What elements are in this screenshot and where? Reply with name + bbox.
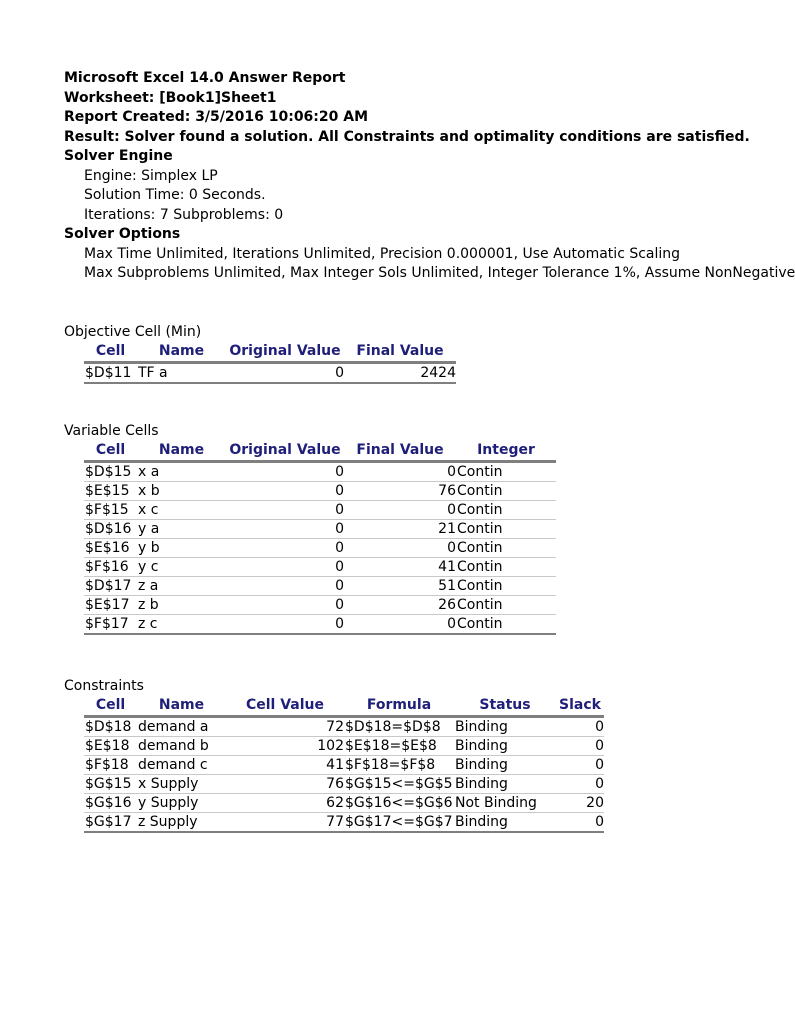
cell-ref: $E$18	[84, 737, 137, 756]
column-header-name: Name	[137, 342, 226, 363]
cell-name: x a	[137, 462, 226, 482]
cell-ref: $E$16	[84, 539, 137, 558]
variable-cells-table	[84, 441, 556, 635]
result-line: Result: Solver found a solution. All Constraints and optimality conditions are satisfied.	[64, 129, 750, 145]
cell-name: demand b	[137, 737, 226, 756]
integer-type: Contin	[456, 615, 556, 635]
table-row	[84, 539, 556, 558]
slack: 0	[556, 756, 604, 775]
cell-value: 41	[226, 756, 344, 775]
column-header-slack: Slack	[556, 696, 604, 717]
cell-name: demand c	[137, 756, 226, 775]
table-header-row	[84, 696, 604, 717]
cell-name: z c	[137, 615, 226, 635]
slack: 20	[556, 794, 604, 813]
table-row	[84, 501, 556, 520]
integer-type: Contin	[456, 462, 556, 482]
table-row	[84, 363, 456, 384]
status: Binding	[454, 737, 556, 756]
original-value: 0	[226, 558, 344, 577]
table-header-row	[84, 342, 456, 363]
column-header-status: Status	[454, 696, 556, 717]
cell-value: 76	[226, 775, 344, 794]
column-header-name: Name	[137, 696, 226, 717]
original-value: 0	[226, 539, 344, 558]
table-row	[84, 756, 604, 775]
slack: 0	[556, 813, 604, 833]
table-row	[84, 813, 604, 833]
cell-ref: $D$15	[84, 462, 137, 482]
table-row	[84, 737, 604, 756]
table-row	[84, 794, 604, 813]
status: Binding	[454, 756, 556, 775]
status: Binding	[454, 717, 556, 737]
cell-name: x b	[137, 482, 226, 501]
final-value: 0	[344, 462, 456, 482]
worksheet-line: Worksheet: [Book1]Sheet1	[64, 90, 277, 106]
original-value: 0	[226, 482, 344, 501]
table-row	[84, 520, 556, 539]
final-value: 0	[344, 501, 456, 520]
final-value: 21	[344, 520, 456, 539]
formula: $G$17<=$G$7	[345, 814, 453, 830]
table-row	[84, 596, 556, 615]
variable-cells-title: Variable Cells	[64, 423, 159, 439]
column-header-cell: Cell	[84, 441, 137, 462]
objective-cell-table	[84, 342, 456, 384]
final-value: 41	[344, 558, 456, 577]
cell-name: y b	[137, 539, 226, 558]
cell-ref: $F$17	[84, 615, 137, 635]
cell-name: y Supply	[137, 794, 226, 813]
slack: 0	[556, 775, 604, 794]
table-row	[84, 482, 556, 501]
solution-time-line: Solution Time: 0 Seconds.	[84, 187, 266, 203]
table-row	[84, 615, 556, 635]
column-header-final-value: Final Value	[344, 441, 456, 462]
objective-cell-title: Objective Cell (Min)	[64, 324, 202, 340]
formula: $D$18=$D$8	[344, 717, 454, 737]
cell-value: 62	[226, 794, 344, 813]
cell-ref: $D$18	[84, 717, 137, 737]
cell-ref: $D$11	[84, 363, 137, 384]
integer-type: Contin	[456, 596, 556, 615]
formula: $E$18=$E$8	[344, 737, 454, 756]
original-value: 0	[226, 462, 344, 482]
column-header-original-value: Original Value	[226, 441, 344, 462]
column-header-final-value: Final Value	[344, 342, 456, 363]
integer-type: Contin	[456, 501, 556, 520]
table-header-row	[84, 441, 556, 462]
column-header-cell: Cell	[84, 696, 137, 717]
original-value: 0	[226, 501, 344, 520]
status: Binding	[454, 813, 556, 833]
constraints-title: Constraints	[64, 678, 144, 694]
report-created-line: Report Created: 3/5/2016 10:06:20 AM	[64, 109, 369, 125]
column-header-cell-value: Cell Value	[226, 696, 344, 717]
iterations-line: Iterations: 7 Subproblems: 0	[84, 207, 284, 223]
final-value: 26	[344, 596, 456, 615]
cell-name: y c	[137, 558, 226, 577]
status: Not Binding	[454, 794, 556, 813]
integer-type: Contin	[456, 482, 556, 501]
integer-type: Contin	[456, 539, 556, 558]
cell-name: z a	[137, 577, 226, 596]
formula: $G$16<=$G$6	[345, 795, 453, 811]
cell-value: 77	[226, 813, 344, 833]
cell-name: y a	[137, 520, 226, 539]
cell-name: z Supply	[137, 813, 226, 833]
column-header-original-value: Original Value	[226, 342, 344, 363]
status: Binding	[454, 775, 556, 794]
table-row	[84, 717, 604, 737]
cell-name: TF a	[137, 363, 226, 384]
cell-ref: $G$17	[84, 813, 137, 833]
solver-options-heading: Solver Options	[64, 226, 181, 242]
final-value: 0	[344, 615, 456, 635]
table-row	[84, 558, 556, 577]
cell-ref: $D$17	[84, 577, 137, 596]
formula: $F$18=$F$8	[344, 756, 454, 775]
cell-ref: $G$16	[84, 794, 137, 813]
column-header-name: Name	[137, 441, 226, 462]
column-header-integer: Integer	[456, 441, 556, 462]
cell-name: z b	[137, 596, 226, 615]
cell-name: x Supply	[137, 775, 226, 794]
cell-ref: $E$17	[84, 596, 137, 615]
report-title: Microsoft Excel 14.0 Answer Report	[64, 70, 346, 86]
cell-ref: $D$16	[84, 520, 137, 539]
table-row	[84, 577, 556, 596]
table-row	[84, 775, 604, 794]
cell-ref: $F$18	[84, 756, 137, 775]
final-value: 2424	[344, 363, 456, 384]
table-row	[84, 462, 556, 482]
original-value: 0	[226, 615, 344, 635]
final-value: 0	[344, 539, 456, 558]
final-value: 51	[344, 577, 456, 596]
cell-ref: $G$15	[84, 775, 137, 794]
final-value: 76	[344, 482, 456, 501]
options-line-2: Max Subproblems Unlimited, Max Integer Sols Unlimited, Integer Tolerance 1%, Assume NonNegative	[84, 265, 795, 281]
original-value: 0	[226, 520, 344, 539]
cell-value: 72	[226, 717, 344, 737]
cell-ref: $F$15	[84, 501, 137, 520]
slack: 0	[556, 717, 604, 737]
engine-line: Engine: Simplex LP	[84, 168, 218, 184]
options-line-1: Max Time Unlimited, Iterations Unlimited, Precision 0.000001, Use Automatic Scaling	[84, 246, 681, 262]
integer-type: Contin	[456, 577, 556, 596]
constraints-table	[84, 696, 604, 833]
cell-value: 102	[226, 737, 344, 756]
column-header-formula: Formula	[344, 696, 454, 717]
original-value: 0	[226, 577, 344, 596]
integer-type: Contin	[456, 558, 556, 577]
cell-ref: $E$15	[84, 482, 137, 501]
column-header-cell: Cell	[84, 342, 137, 363]
cell-ref: $F$16	[84, 558, 137, 577]
formula: $G$15<=$G$5	[345, 776, 453, 792]
cell-name: demand a	[137, 717, 226, 737]
slack: 0	[556, 737, 604, 756]
original-value: 0	[226, 363, 344, 384]
cell-name: x c	[137, 501, 226, 520]
original-value: 0	[226, 596, 344, 615]
integer-type: Contin	[456, 520, 556, 539]
solver-engine-heading: Solver Engine	[64, 148, 173, 164]
